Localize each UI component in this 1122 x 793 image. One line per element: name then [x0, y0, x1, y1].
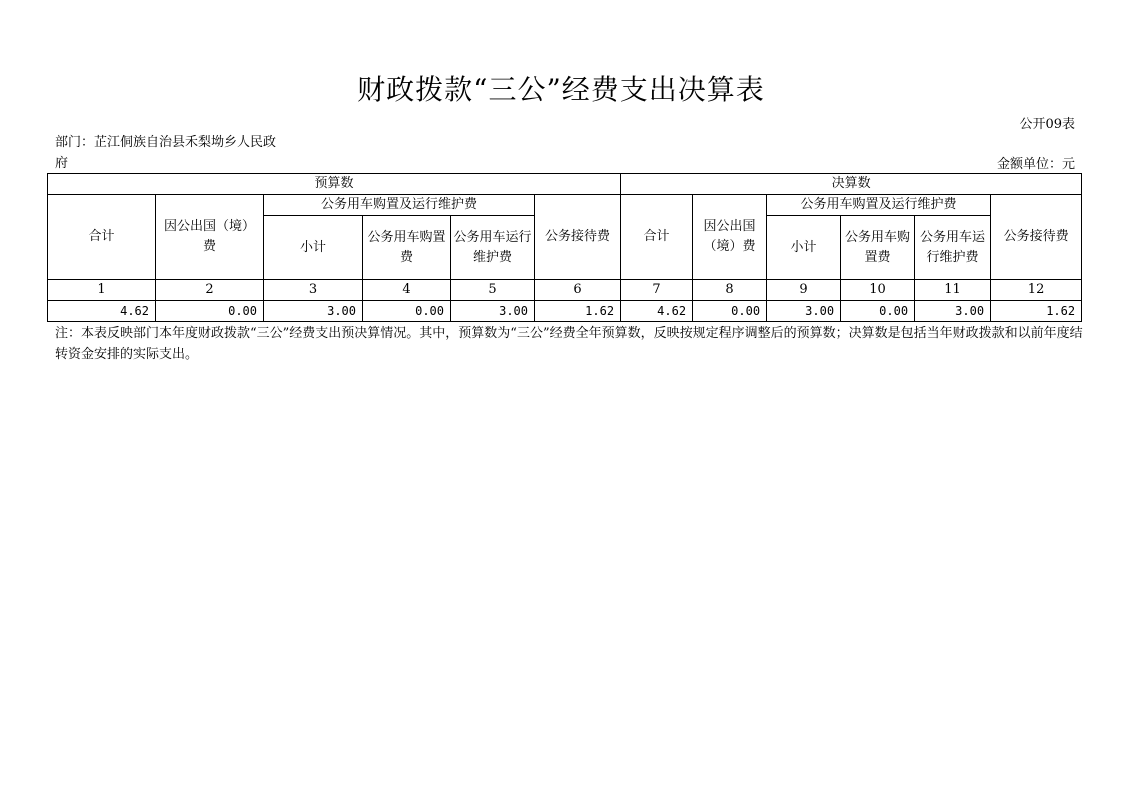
column-number: 6	[535, 280, 621, 301]
value-cell: 3.00	[915, 301, 991, 322]
budget-vehicle-purchase-header: 公务用车购置费	[363, 216, 451, 280]
column-number: 2	[156, 280, 264, 301]
budget-vehicle-operation-header: 公务用车运行维护费	[451, 216, 535, 280]
column-number: 10	[841, 280, 915, 301]
final-group-header: 决算数	[621, 174, 1082, 195]
value-cell: 0.00	[841, 301, 915, 322]
column-number-row	[48, 280, 1082, 301]
final-reception-header: 公务接待费	[991, 195, 1082, 280]
budget-abroad-header: 因公出国（境）费	[156, 195, 264, 280]
column-number: 1	[48, 280, 156, 301]
amount-unit: 金额单位：元	[996, 157, 1075, 172]
column-number: 4	[363, 280, 451, 301]
group-header-row	[48, 174, 1082, 195]
final-abroad-header: 因公出国（境）费	[693, 195, 767, 280]
column-number: 7	[621, 280, 693, 301]
final-vehicle-group-header: 公务用车购置及运行维护费	[767, 195, 991, 216]
column-number: 12	[991, 280, 1082, 301]
value-row	[48, 301, 1082, 322]
budget-vehicle-group-header: 公务用车购置及运行维护费	[264, 195, 535, 216]
expense-table	[47, 173, 1082, 322]
form-number: 公开09表	[1019, 117, 1075, 132]
value-cell: 4.62	[621, 301, 693, 322]
column-number: 5	[451, 280, 535, 301]
value-cell: 3.00	[451, 301, 535, 322]
final-vehicle-operation-header: 公务用车运行维护费	[915, 216, 991, 280]
column-number: 9	[767, 280, 841, 301]
column-number: 8	[693, 280, 767, 301]
budget-group-header: 预算数	[48, 174, 621, 195]
budget-total-header: 合计	[48, 195, 156, 280]
final-vehicle-purchase-header: 公务用车购置费	[841, 216, 915, 280]
final-subtotal-header: 小计	[767, 216, 841, 280]
column-number: 3	[264, 280, 363, 301]
value-cell: 1.62	[991, 301, 1082, 322]
value-cell: 0.00	[693, 301, 767, 322]
value-cell: 0.00	[363, 301, 451, 322]
budget-subtotal-header: 小计	[264, 216, 363, 280]
page-title: 财政拨款“三公”经费支出决算表	[357, 73, 765, 106]
column-number: 11	[915, 280, 991, 301]
budget-reception-header: 公务接待费	[535, 195, 621, 280]
department-label: 部门：芷江侗族自治县禾梨坳乡人民政府	[55, 135, 277, 171]
value-cell: 1.62	[535, 301, 621, 322]
footnote: 注：本表反映部门本年度财政拨款“三公”经费支出预决算情况。其中，预算数为“三公”经费全年预算数，反映按规定程序调整后的预算数；决算数是包括当年财政拨款和以前年度结转资金安排的实际支出。	[55, 326, 1083, 362]
value-cell: 3.00	[264, 301, 363, 322]
value-cell: 4.62	[48, 301, 156, 322]
subgroup-header-row	[48, 195, 1082, 216]
value-cell: 0.00	[156, 301, 264, 322]
final-total-header: 合计	[621, 195, 693, 280]
value-cell: 3.00	[767, 301, 841, 322]
